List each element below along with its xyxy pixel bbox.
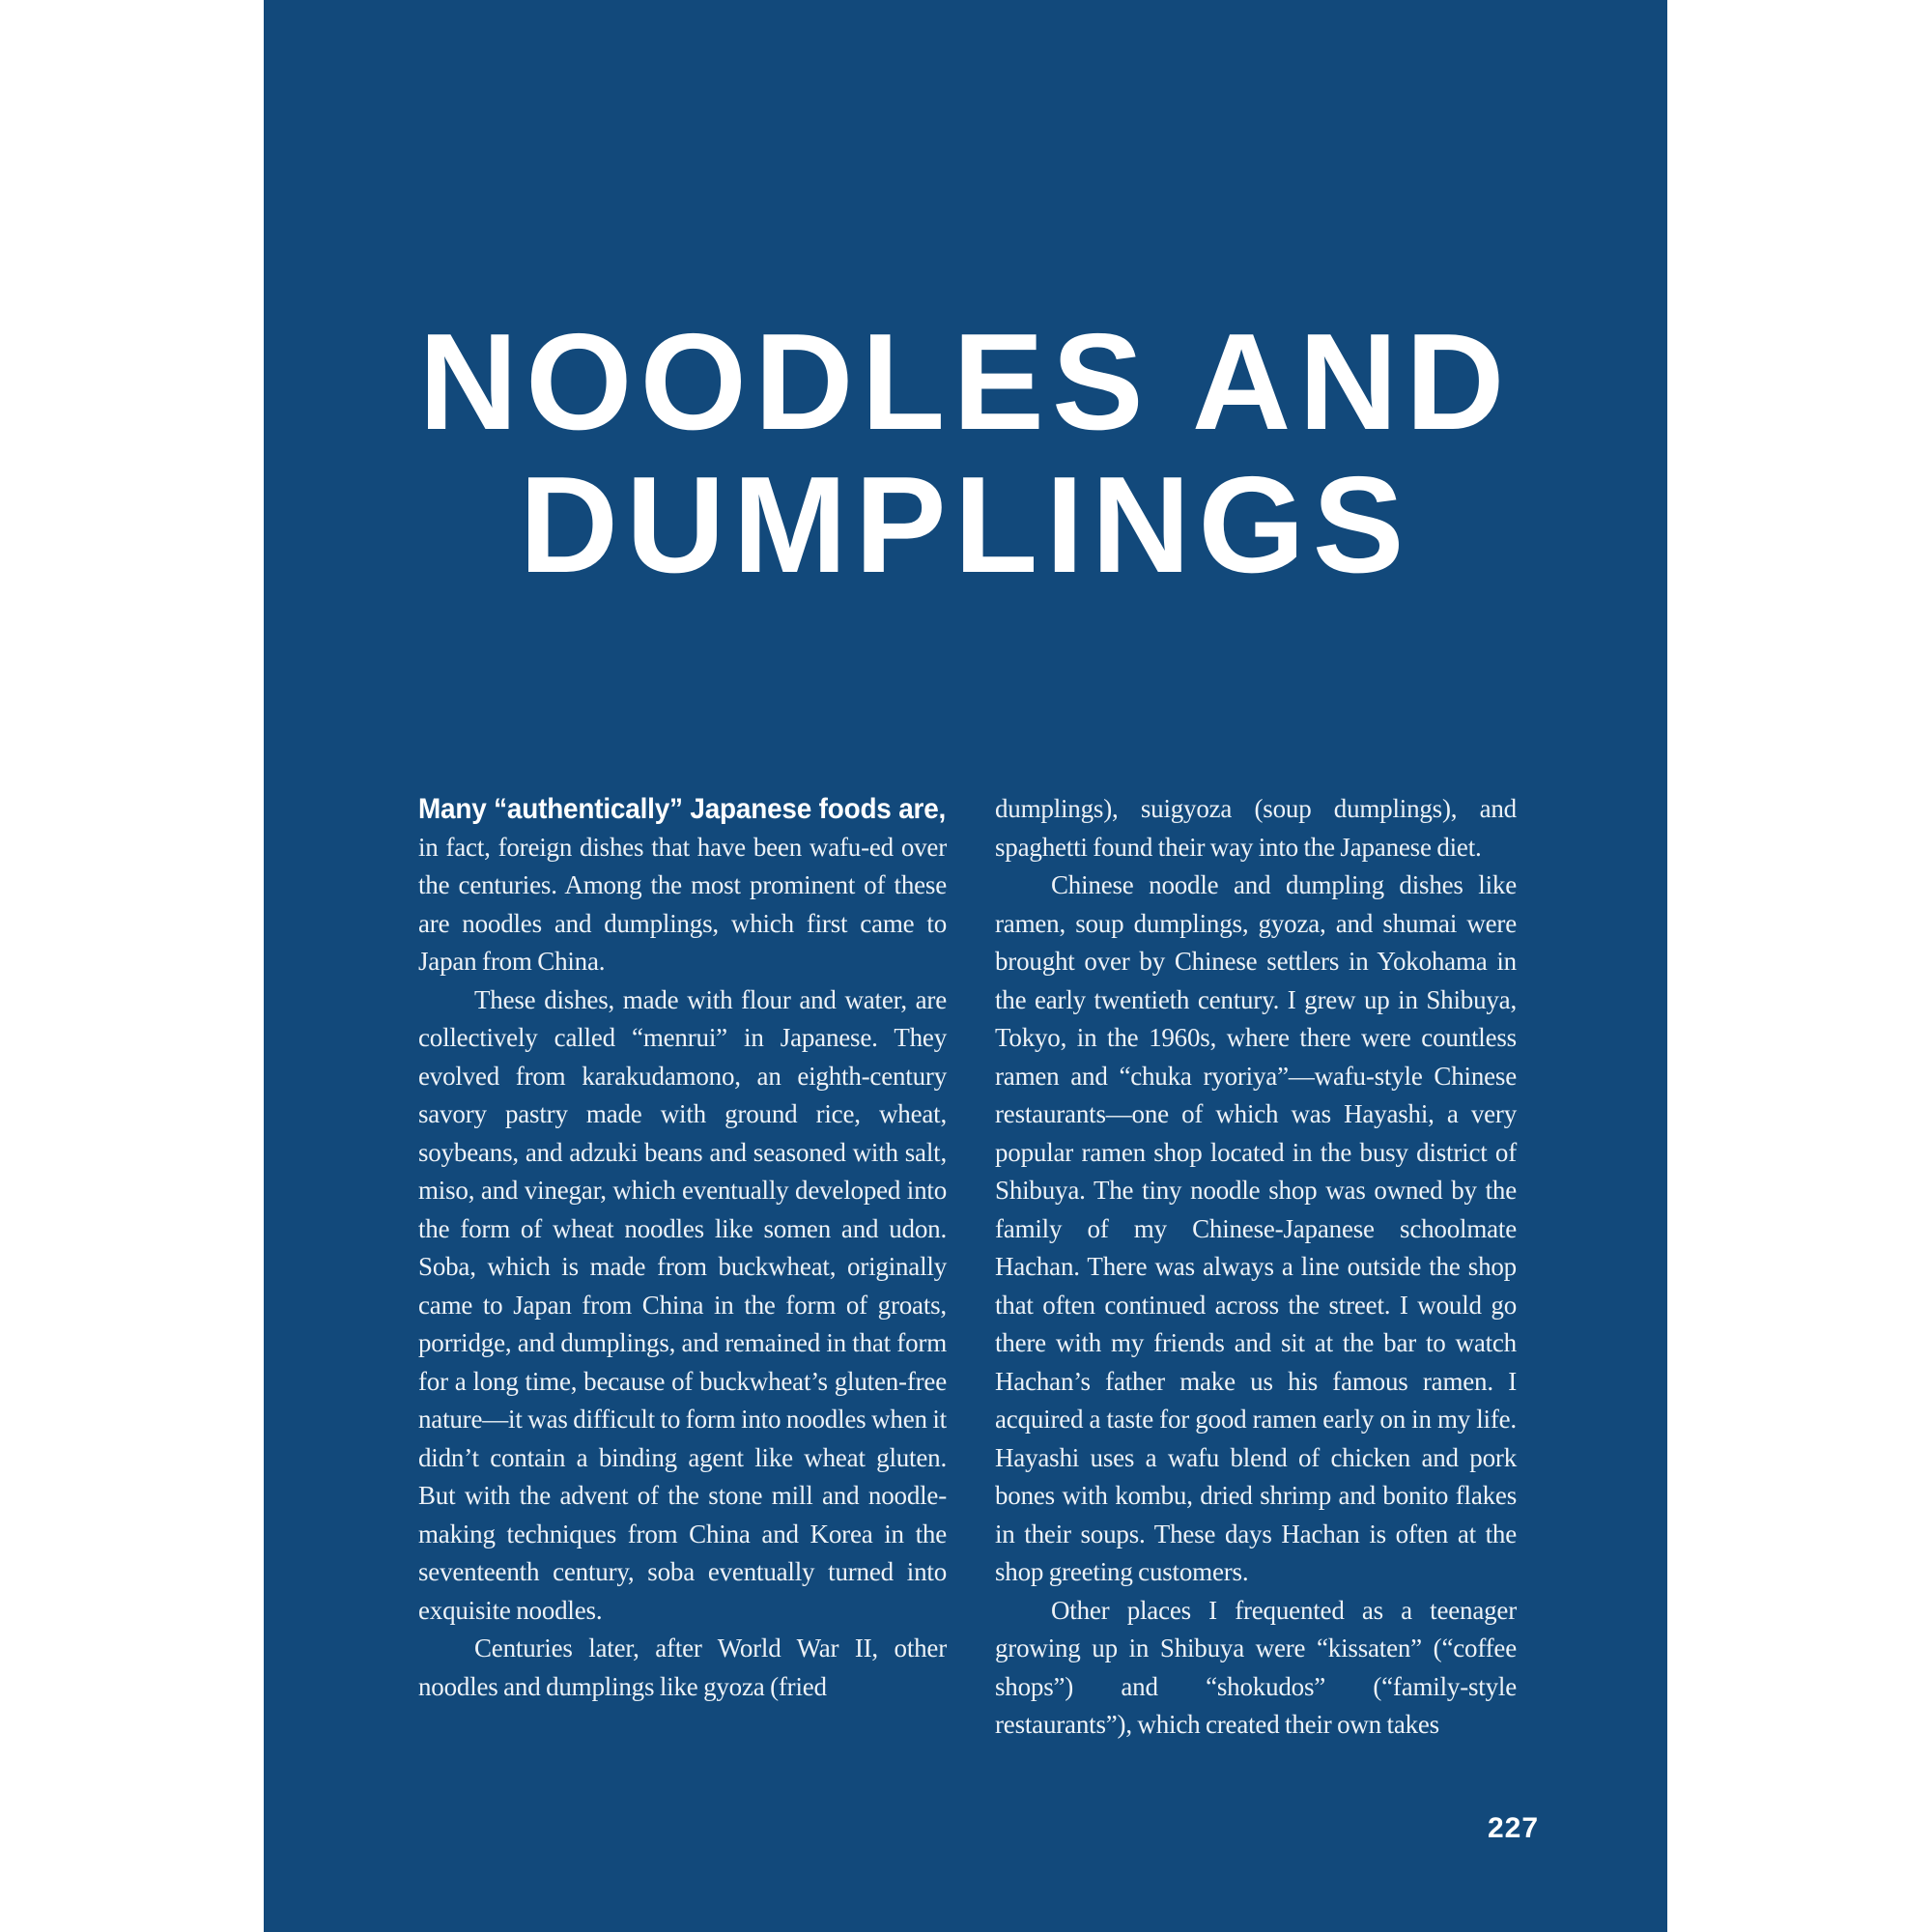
- paragraph: Centuries later, after World War II, other noodles and dumplings like gyoza (fried: [418, 1634, 947, 1701]
- chapter-title-line-2: DUMPLINGS: [519, 448, 1412, 602]
- column-right: [995, 790, 1517, 1745]
- paragraph: These dishes, made with flour and water, are collectively called “menrui” in Japanese. They evolved from karakudamono, an eighth-century savory pastry made with ground rice, wheat, soybeans, and adzuki beans and seasoned with salt, miso, and vinegar, which eventually developed into the form of wheat noodles like somen and udon. Soba, which is made from buckwheat, originally came to Japan from China in the form of groats, porridge, and dumplings, and remained in that form for a long time, because of buckwheat’s gluten-free nature—it was difficult to form into noodles when it didn’t contain a binding agent like wheat gluten. But with the advent of the stone mill and noodle-making techniques from China and Korea in the seventeenth century, soba eventually turned into exquisite noodles.: [418, 984, 947, 1625]
- chapter-title-line-1: NOODLES AND: [418, 305, 1513, 459]
- paragraph-continuation: dumplings), suigyoza (soup dumplings), and spaghetti found their way into the Japanese diet.: [995, 794, 1517, 862]
- book-page: [264, 0, 1667, 1932]
- column-left: [418, 790, 947, 1745]
- paragraph-opening: [418, 790, 947, 981]
- paragraph-text: in fact, foreign dishes that have been wafu-ed over the centuries. Among the most prominent of these are noodles and dumplings, which first came to Japan from China.: [418, 832, 947, 976]
- paragraph: Other places I frequented as a teenager growing up in Shibuya were “kissaten” (“coffee shops”) and “shokudos” (“family-style restaurants”), which created their own takes: [995, 1595, 1517, 1739]
- chapter-title: [264, 305, 1667, 602]
- page-number: 227: [1488, 1812, 1540, 1844]
- paragraph: Chinese noodle and dumpling dishes like ramen, soup dumplings, gyoza, and shumai were brought over by Chinese settlers in Yokohama in the early twentieth century. I grew up in Shibuya, Tokyo, in the 1960s, where there were countless ramen and “chuka ryoriya”—wafu-style Chinese restaurants—one of which was Hayashi, a very popular ramen shop located in the busy district of Shibuya. The tiny noodle shop was owned by the family of my Chinese-Japanese schoolmate Hachan. There was always a line outside the shop that often continued across the street. I would go there with my friends and sit at the bar to watch Hachan’s father make us his famous ramen. I acquired a taste for good ramen early on in my life. Hayashi uses a wafu blend of chicken and pork bones with kombu, dried shrimp and bonito flakes in their soups. These days Hachan is often at the shop greeting customers.: [995, 870, 1517, 1586]
- lead-in-bold: Many “authentically” Japanese foods are,: [418, 793, 947, 825]
- body-columns: [418, 790, 1517, 1745]
